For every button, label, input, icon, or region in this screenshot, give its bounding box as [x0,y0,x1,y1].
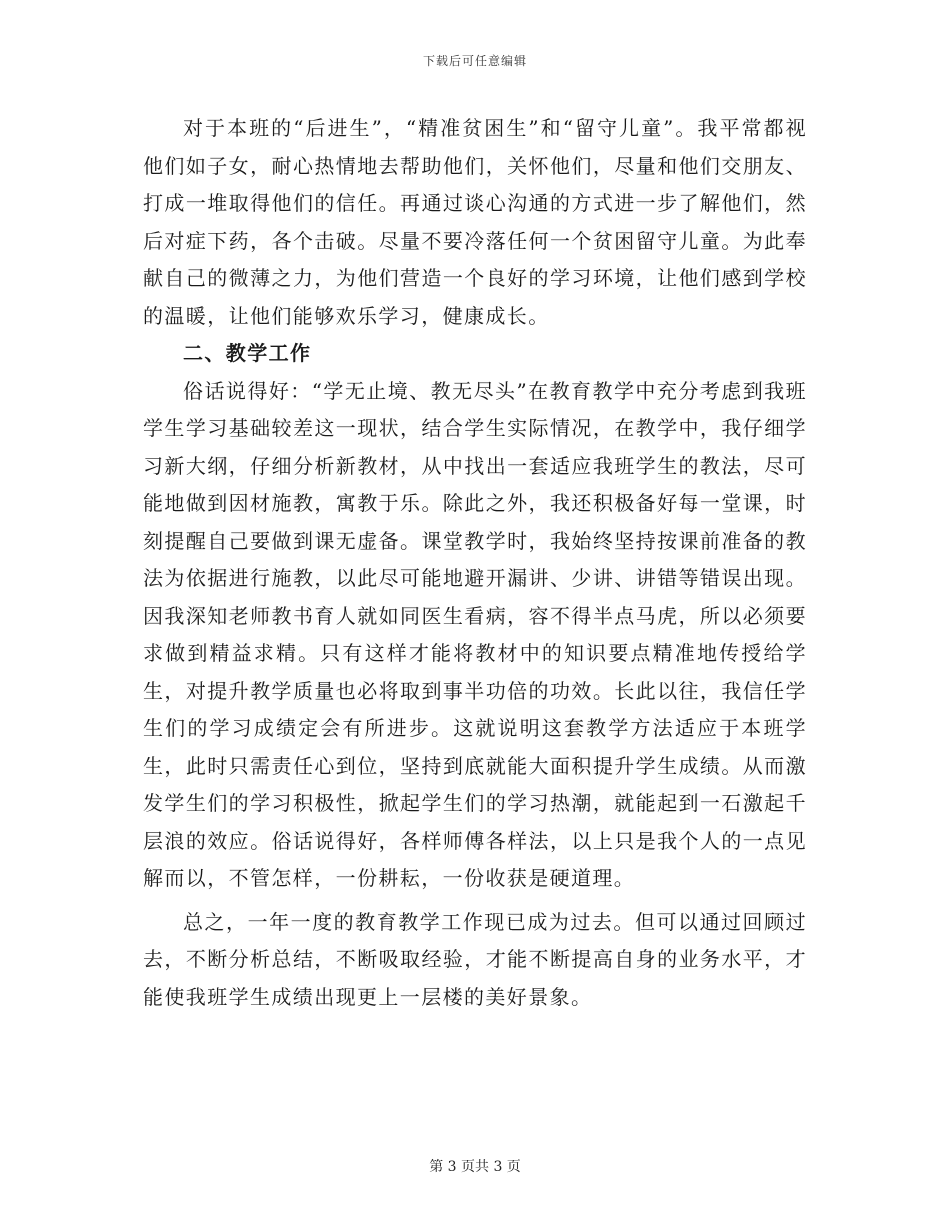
paragraph-summary: 总之，一年一度的教育教学工作现已成为过去。但可以通过回顾过去，不断分析总结，不断吸取经验，才能不断提高自身的业务水平，才能使我班学生成绩出现更上一层楼的美好景象。 [143,909,807,1009]
section-heading-teaching-work: 二、教学工作 [183,341,312,365]
page-header-note: 下载后可任意编辑 [422,54,527,68]
document-body [143,110,807,1016]
page-footer-number: 第 3 页共 3 页 [429,1159,521,1175]
paragraph-teaching-work: 俗话说得好：“学无止境、教无尽头”在教育教学中充分考虑到我班学生学习基础较差这一现状，结合学生实际情况，在教学中，我仔细学习新大纲，仔细分析新教材，从中找出一套适应我班学生的教法，尽可能地做到因材施教，寓教于乐。除此之外，我还积极备好每一堂课，时刻提醒自己要做到课无虚备。课堂教学时，我始终坚持按课前准备的教法为依据进行施教，以此尽可能地避开漏讲、少讲、讲错等错误出现。因我深知老师教书育人就如同医生看病，容不得半点马虎，所以必须要求做到精益求精。只有这样才能将教材中的知识要点精准地传授给学生，对提升教学质量也必将取到事半功倍的功效。长此以往，我信任学生们的学习成绩定会有所进步。这就说明这套教学方法适应于本班学生，此时只需责任心到位，坚持到底就能大面积提升学生成绩。从而激发学生们的学习积极性，掀起学生们的学习热潮，就能起到一石激起千层浪的效应。俗话说得好，各样师傅各样法，以上只是我个人的一点见解而以，不管怎样，一份耕耘，一份收获是硬道理。 [143,378,807,890]
paragraph-left-behind-students: 对于本班的“后进生”，“精准贫困生”和“留守儿童”。我平常都视他们如子女，耐心热情地去帮助他们，关怀他们，尽量和他们交朋友、打成一堆取得他们的信任。再通过谈心沟通的方式进一步了解他们，然后对症下药，各个击破。尽量不要冷落任何一个贫困留守儿童。为此奉献自己的微薄之力，为他们营造一个良好的学习环境，让他们感到学校的温暖，让他们能够欢乐学习，健康成长。 [143,116,807,328]
